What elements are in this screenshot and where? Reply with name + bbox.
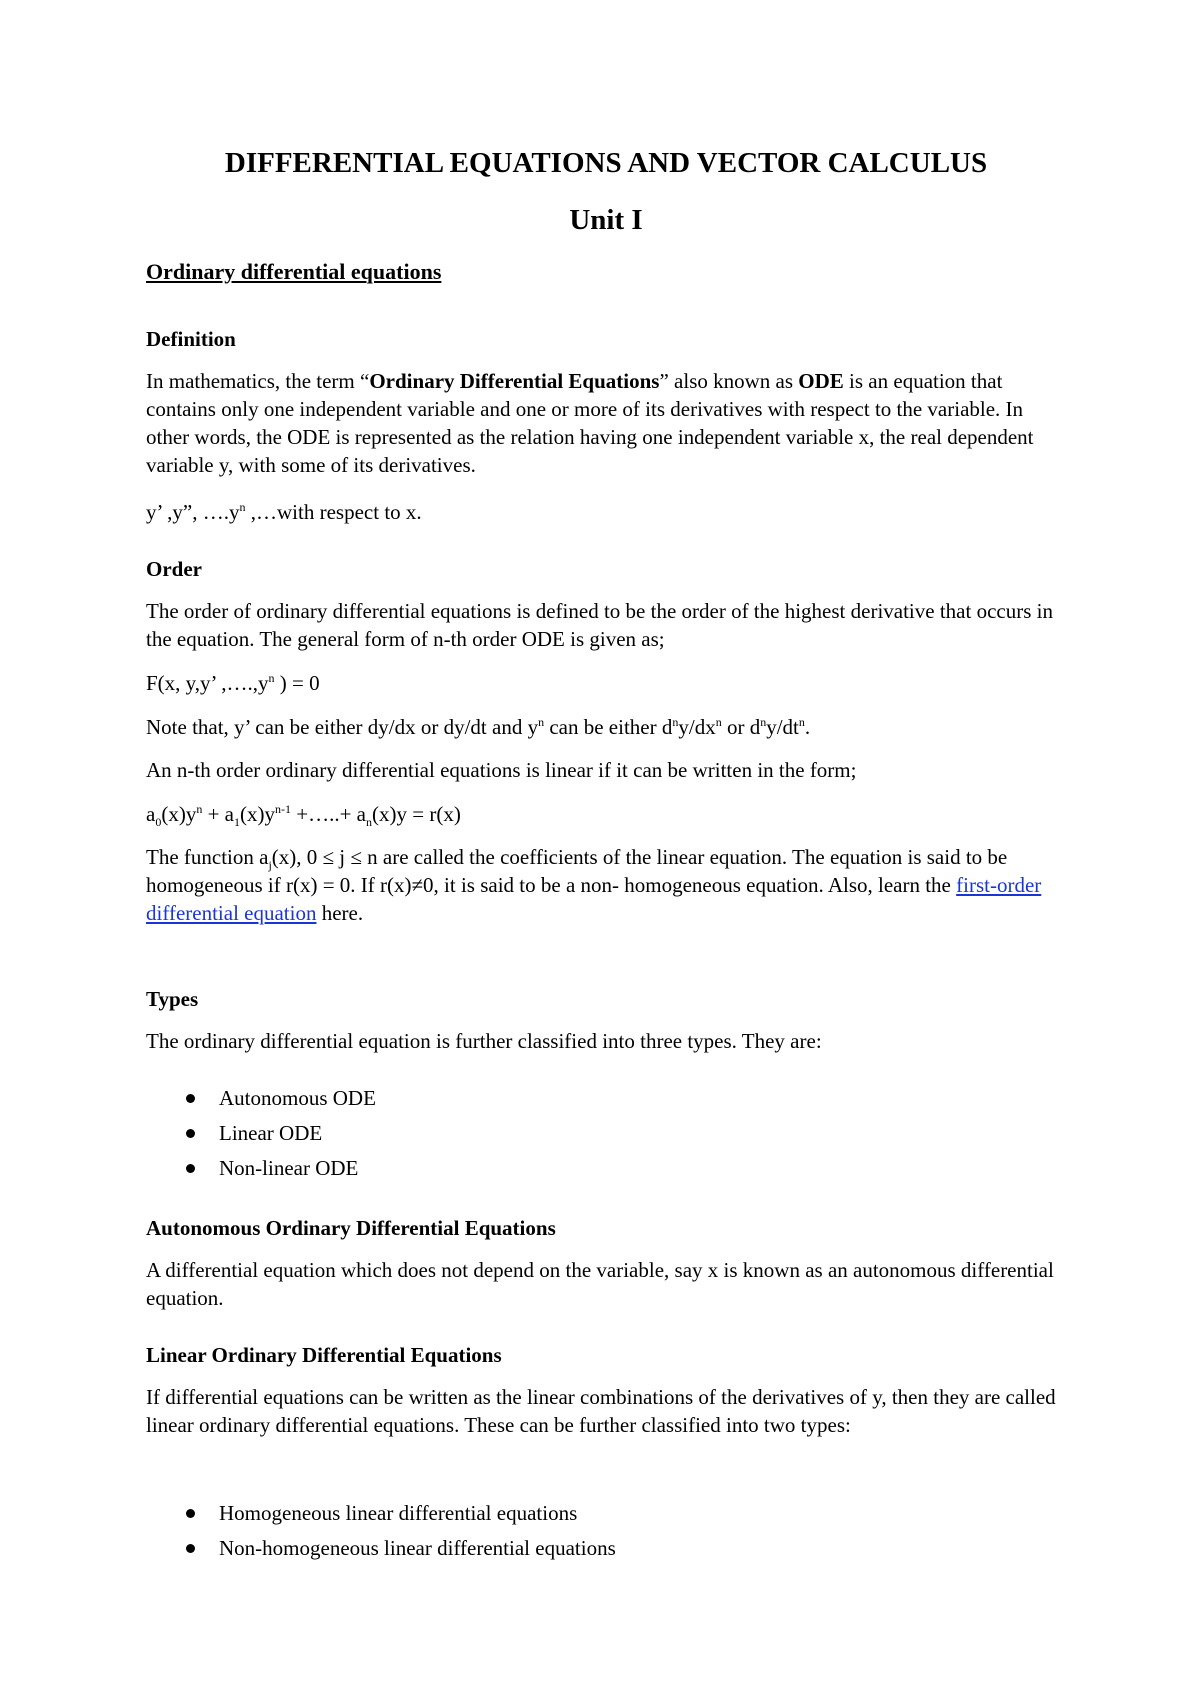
linear-paragraph: If differential equations can be written as the linear combinations of the derivatives of y, then they are called linear ordinary differential equations. These can be further classified into two types: — [146, 1385, 1056, 1437]
definition-paragraph: In mathematics, the term “Ordinary Differential Equations” also known as ODE is an equation that contains only one independent variable and one or more of its derivatives with respect to the variable. In other words, the ODE is represented as the relation having one independent variable x, the real dependent variable y, with some of its derivatives. — [146, 369, 1034, 477]
bullet-icon — [186, 1164, 195, 1173]
derivatives-line: y’ ,y”, $\dots.y^n$ ,…with respect to x. — [146, 500, 422, 524]
linear-heading: Linear Ordinary Differential Equations — [146, 1343, 502, 1367]
definition-heading: Definition — [146, 327, 236, 351]
bullet-icon — [186, 1544, 195, 1553]
order-heading: Order — [146, 557, 202, 581]
derivative-note: Note that, y’ can be either dy/dx or dy/dt and $y^n$ can be either $d^ny/dx^n$ or $d^ny/dt^n$. — [146, 715, 811, 739]
section-heading: Ordinary differential equations — [146, 259, 442, 284]
types-list — [146, 1081, 376, 1186]
linear-types-list — [146, 1496, 616, 1566]
first-order-ode-link[interactable]: first-order differential equation — [146, 873, 1042, 925]
autonomous-heading: Autonomous Ordinary Differential Equations — [146, 1216, 556, 1240]
list-item: Non-linear ODE — [146, 1151, 376, 1186]
list-item: Linear ODE — [146, 1116, 376, 1151]
bullet-icon — [186, 1094, 195, 1103]
document-title: DIFFERENTIAL EQUATIONS AND VECTOR CALCULUS — [224, 147, 988, 179]
general-form-formula: F(x, y,y’ $,\dots.,y^n$ ) = 0 — [146, 671, 320, 695]
list-item: Non-homogeneous linear differential equations — [146, 1531, 616, 1566]
list-item: Homogeneous linear differential equations — [146, 1496, 616, 1531]
linear-form-formula: $a_0(x)y^n + a_1(x)y^{n-1}$ +…..+ $a_n(x)y = r(x)$ — [146, 802, 461, 830]
coefficients-paragraph: The function $a_j(x)$, 0 ≤ j ≤ n are called the coefficients of the linear equation. The equation is said to be homogeneous if r(x) = 0. If r(x)≠0, it is said to be a non- homogeneous equation. Also, learn the first-order differential equation here. — [146, 845, 1042, 925]
autonomous-paragraph: A differential equation which does not depend on the variable, say x is known as an autonomous differential equation. — [146, 1258, 1054, 1310]
linear-intro: An n-th order ordinary differential equations is linear if it can be written in the form; — [146, 758, 857, 782]
types-heading: Types — [146, 987, 199, 1011]
order-paragraph: The order of ordinary differential equations is defined to be the order of the highest derivative that occurs in the equation. The general form of n-th order ODE is given as; — [146, 599, 1053, 651]
list-item: Autonomous ODE — [146, 1081, 376, 1116]
bullet-icon — [186, 1129, 195, 1138]
types-intro: The ordinary differential equation is further classified into three types. They are: — [146, 1029, 822, 1053]
bullet-icon — [186, 1509, 195, 1518]
unit-title: Unit I — [569, 204, 643, 236]
